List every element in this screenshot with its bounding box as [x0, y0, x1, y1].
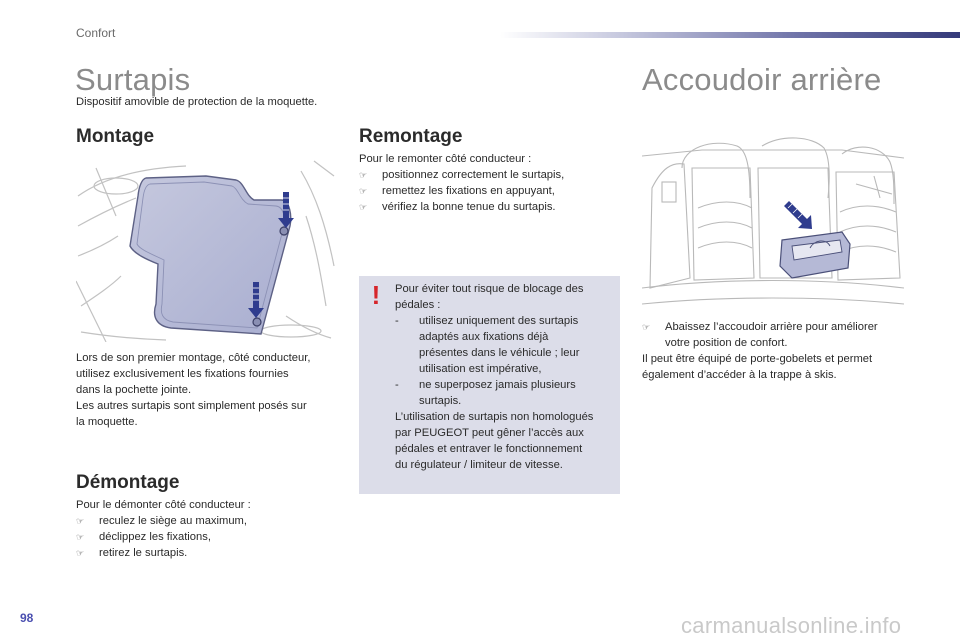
surtapis-subtitle: Dispositif amovible de protection de la moquette.: [76, 96, 318, 108]
hand-pointer-icon: ☞: [76, 516, 85, 526]
montage-line: Lors de son premier montage, côté conducteur,: [76, 352, 311, 364]
hand-pointer-icon: ☞: [76, 548, 85, 558]
page-number: 98: [20, 611, 34, 625]
warning-line: du régulateur / limiteur de vitesse.: [395, 459, 563, 471]
hand-pointer-icon: ☞: [642, 322, 651, 332]
warning-line: pédales et entraver le fonctionnement: [395, 443, 583, 455]
warning-line: L’utilisation de surtapis non homologués: [395, 411, 594, 423]
hand-pointer-icon: ☞: [359, 170, 368, 180]
montage-text: [76, 350, 346, 430]
demontage-step: ☞ déclippez les fixations,: [76, 531, 211, 543]
accoudoir-step: ☞ Abaissez l’accoudoir arrière pour améliorer votre position de confort.: [642, 321, 878, 349]
exclamation-icon: !: [371, 280, 381, 310]
warning-line: par PEUGEOT peut gêner l’accès aux: [395, 427, 584, 439]
demontage-text: [76, 497, 346, 561]
remontage-step: ☞ positionnez correctement le surtapis,: [359, 169, 565, 181]
header-accent-bar: [500, 32, 960, 38]
montage-heading: Montage: [76, 126, 155, 147]
montage-line: la moquette.: [76, 416, 138, 428]
montage-line: Les autres surtapis sont simplement posés sur: [76, 400, 307, 412]
accoudoir-line: également d’accéder à la trappe à skis.: [642, 369, 837, 381]
montage-line: dans la pochette jointe.: [76, 384, 192, 396]
accoudoir-title: Accoudoir arrière: [642, 62, 882, 97]
section-label: Confort: [76, 26, 116, 40]
demontage-heading: Démontage: [76, 472, 180, 493]
surtapis-title: Surtapis: [75, 62, 191, 97]
hand-pointer-icon: ☞: [359, 202, 368, 212]
warning-box: [359, 276, 620, 494]
remontage-text: [359, 151, 619, 215]
warning-line: Pour éviter tout risque de blocage des: [395, 283, 584, 295]
remontage-step: ☞ remettez les fixations en appuyant,: [359, 185, 555, 197]
demontage-step: ☞ reculez le siège au maximum,: [76, 515, 247, 527]
montage-line: utilisez exclusivement les fixations fournies: [76, 368, 289, 380]
rear-armrest-illustration: [642, 128, 904, 314]
remontage-heading: Remontage: [359, 126, 463, 147]
warning-line: pédales :: [395, 299, 441, 311]
accoudoir-line: Il peut être équipé de porte-gobelets et permet: [642, 353, 873, 365]
hand-pointer-icon: ☞: [359, 186, 368, 196]
warning-item: - utilisez uniquement des surtapis adaptés aux fixations déjà présentes dans le véhicule ; leur utilisation est impérative,: [395, 315, 580, 375]
hand-pointer-icon: ☞: [76, 532, 85, 542]
floor-mat-illustration: [76, 156, 336, 342]
warning-text: [395, 281, 615, 473]
warning-item: - ne superposez jamais plusieurs surtapis.: [395, 379, 576, 407]
demontage-step: ☞ retirez le surtapis.: [76, 547, 188, 559]
watermark: carmanualsonline.info: [681, 613, 902, 638]
remontage-step: ☞ vérifiez la bonne tenue du surtapis.: [359, 201, 556, 213]
accoudoir-text: [642, 319, 912, 383]
demontage-intro: Pour le démonter côté conducteur :: [76, 499, 251, 511]
remontage-intro: Pour le remonter côté conducteur :: [359, 153, 532, 165]
